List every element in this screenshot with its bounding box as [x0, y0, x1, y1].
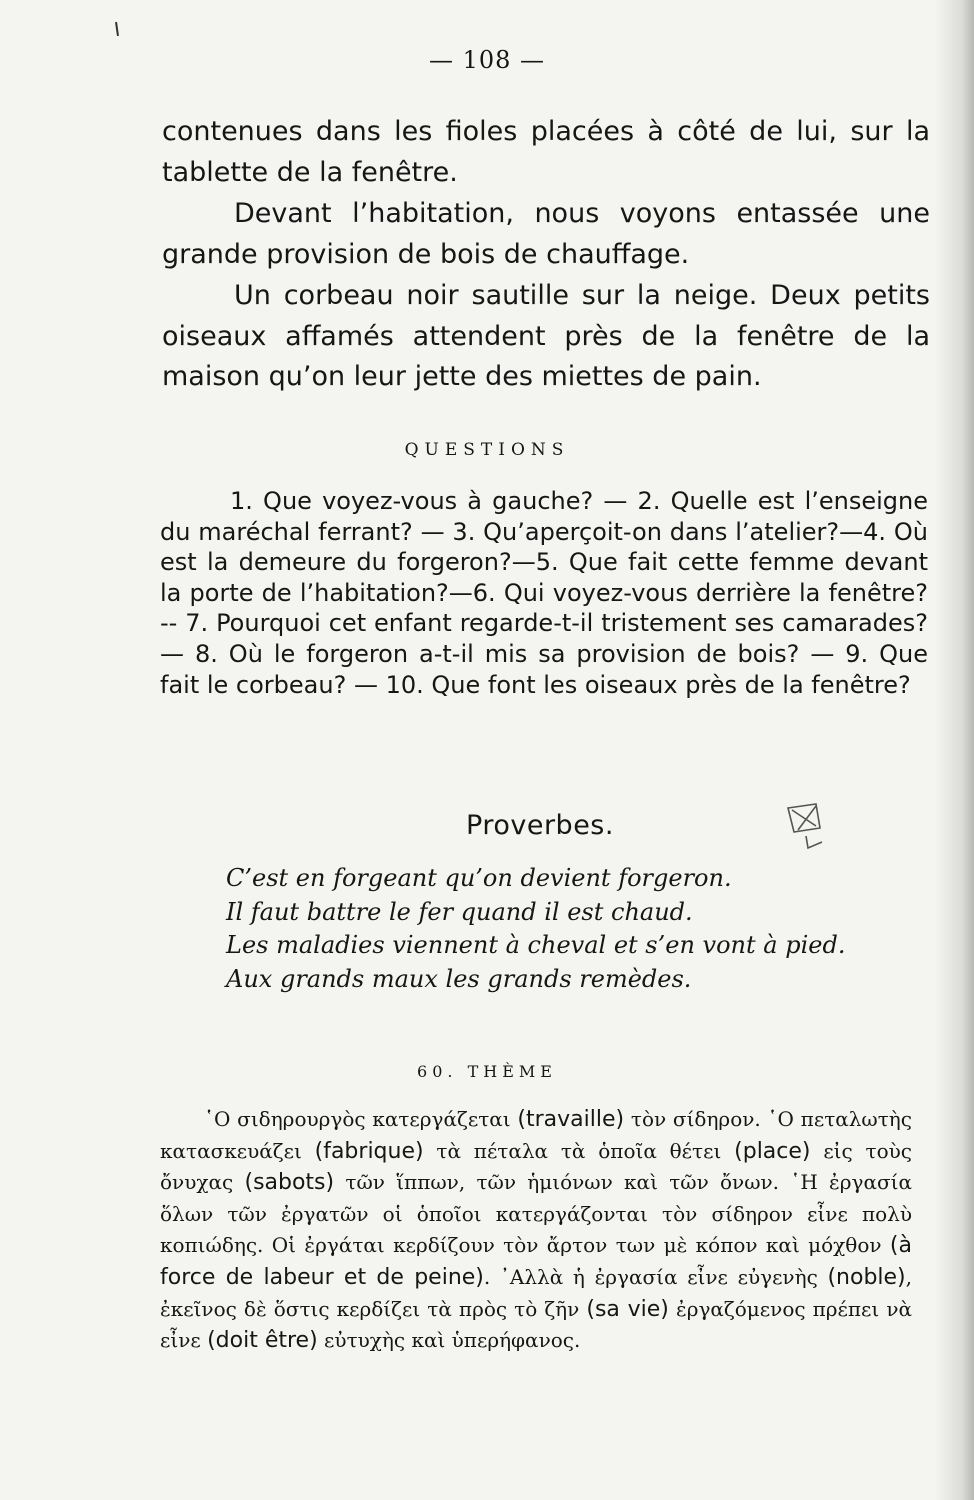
- french-gloss: (sa vie): [586, 1296, 669, 1322]
- page-edge-shadow: [934, 0, 974, 1500]
- questions-heading: QUESTIONS: [404, 440, 570, 460]
- greek-text: ἐργαζόμενος πρέπει νὰ εἶνε: [160, 1296, 912, 1353]
- french-gloss: (noble): [827, 1264, 906, 1290]
- french-gloss: (sabots): [244, 1170, 335, 1196]
- greek-text: , ἐκεῖνος δὲ ὅστις κερδίζει τὰ πρὸς τὸ ζῆν: [160, 1264, 912, 1321]
- french-gloss: (à force de labeur et de peine): [160, 1233, 912, 1290]
- proverb-item: Aux grands maux les grands remèdes.: [226, 964, 692, 993]
- proverb-item: C’est en forgeant qu’on devient forgeron.: [226, 864, 732, 892]
- french-gloss: (fabrique): [314, 1138, 424, 1164]
- greek-text: εὐτυχὴς καὶ ὑπερήφανος.: [317, 1328, 581, 1353]
- theme-heading: 60. THÈME: [417, 1062, 557, 1081]
- proverb-item: Les maladies viennent à cheval et s’en vont à pied.: [226, 931, 846, 959]
- questions-text: 1. Que voyez-vous à gauche? — 2. Quelle est l’enseigne du maréchal ferrant? — 3. Qu’aperçoit-on dans l’atelier?—4. Où est la demeure du forgeron?—5. Que fait cette femme devant la porte de l’habitation?—6. Qui voyez-vous derrière la fenêtre? -- 7. Pourquoi cet enfant regarde-t-il tristement ses camarades? — 8. Où le forgeron a-t-il mis sa provision de bois? — 9. Que fait le corbeau? — 10. Que font les oiseaux près de la fenêtre?: [160, 487, 928, 699]
- greek-text: εἰς τοὺς ὄνυχας: [160, 1138, 913, 1195]
- pencil-annotation: [786, 802, 826, 852]
- proverbs-title: Proverbes.: [466, 810, 614, 841]
- greek-text: τῶν ἵππων, τῶν ἡμιόνων καὶ τῶν ὄνων. ῾Η ἐργασία ὅλων τῶν ἐργατῶν οἱ ὁποῖοι κατεργάζονται τὸν σίδηρον εἶνε πολὺ κοπιώδης. Οἱ ἐργάται κερδίζουν τὸν ἄρτον των μὲ κόπον καὶ μόχθον: [160, 1170, 913, 1258]
- proverb-list: [226, 862, 845, 996]
- margin-mark: [115, 22, 119, 36]
- greek-text: τὰ πέταλα τὰ ὁποῖα θέτει: [423, 1138, 735, 1163]
- greek-text: ῾Ο σιδηρουργὸς κατεργάζεται: [204, 1107, 518, 1131]
- proverb-item: Il faut battre le fer quand il est chaud.: [226, 897, 693, 926]
- french-gloss: (doit être): [207, 1328, 318, 1354]
- page-number: — 108 —: [428, 46, 546, 74]
- paragraph-2: Devant l’habitation, nous voyons entassée une grande provision de bois de chauffage.: [162, 198, 930, 270]
- french-gloss: (place): [734, 1138, 811, 1164]
- theme-text: [160, 1104, 912, 1357]
- paragraph-3: Un corbeau noir sautille sur la neige. Deux petits oiseaux affamés attendent près de la fenêtre de la maison qu’on leur jette des miettes de pain.: [162, 280, 930, 392]
- french-gloss: (travaille): [517, 1107, 625, 1132]
- greek-text: . ᾽Αλλὰ ἡ ἐργασία εἶνε εὐγενὴς: [483, 1264, 828, 1289]
- paragraph-1: contenues dans les fioles placées à côté de lui, sur la tablette de la fenêtre.: [162, 116, 930, 188]
- greek-text: τὸν σίδηρον. ῾Ο πεταλωτὴς κατασκευάζει: [160, 1107, 912, 1163]
